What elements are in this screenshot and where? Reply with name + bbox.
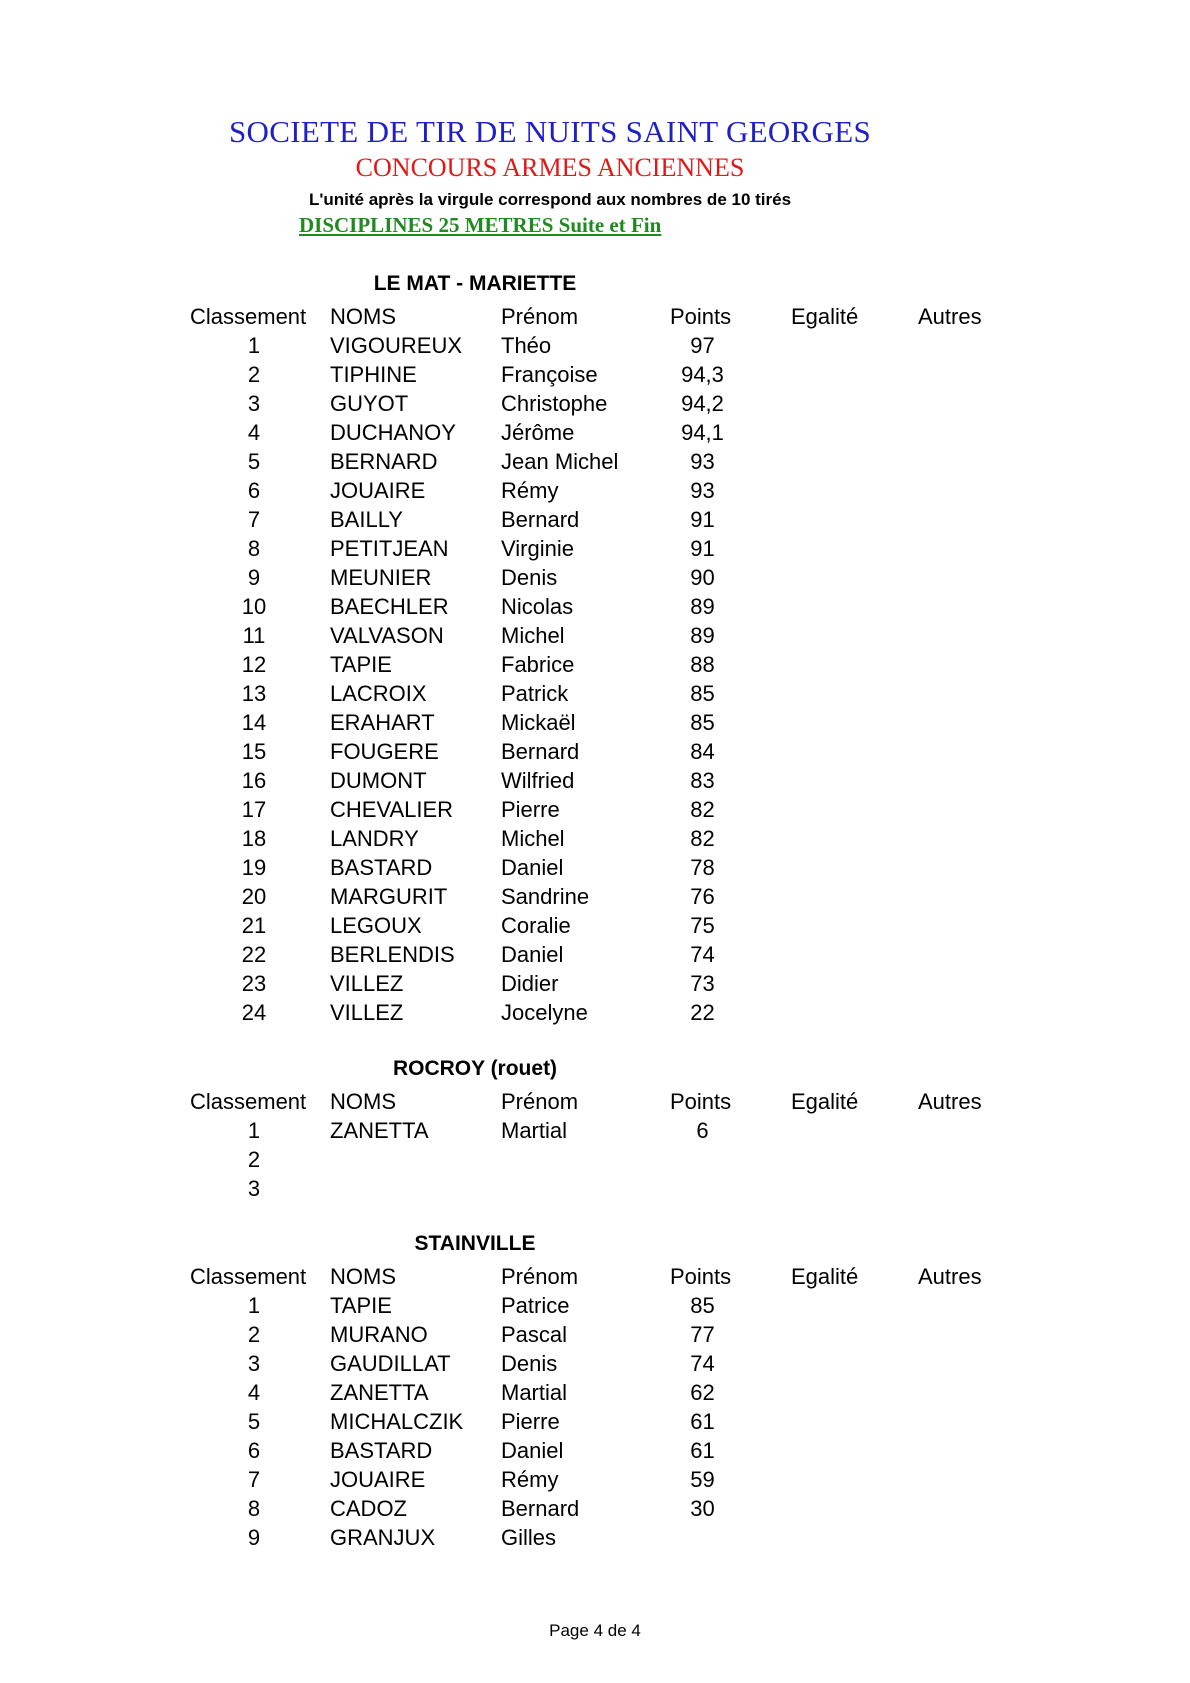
rank-cell: 7 [247,507,261,532]
name-cell: MURANO [330,1322,428,1347]
firstname-cell: Pascal [501,1322,568,1347]
points-cell: 94,3 [681,362,724,387]
name-cell: GRANJUX [330,1525,436,1550]
points-cell: 82 [690,826,715,851]
points-cell: 6 [696,1118,709,1143]
rank-cell: 6 [247,1438,261,1463]
rank-cell: 13 [241,681,267,706]
rank-cell: 15 [241,739,267,764]
name-cell: LANDRY [330,826,419,851]
rank-cell: 8 [247,536,261,561]
header-noms: NOMS [330,1264,396,1289]
points-cell: 93 [690,478,715,503]
rank-cell: 3 [247,391,261,416]
points-cell: 78 [690,855,715,880]
header-classement: Classement [190,1264,307,1289]
header-noms: NOMS [330,1089,396,1114]
document-subtitle: CONCOURS ARMES ANCIENNES [355,153,745,182]
header-noms: NOMS [330,304,396,329]
points-cell: 74 [690,1351,715,1376]
header-prenom: Prénom [501,1089,579,1114]
firstname-cell: Denis [501,565,558,590]
header-points: Points [670,1089,732,1114]
points-cell: 74 [690,942,715,967]
firstname-cell: Jérôme [501,420,575,445]
name-cell: DUMONT [330,768,427,793]
points-cell: 84 [690,739,715,764]
firstname-cell: Patrick [501,681,569,706]
name-cell: JOUAIRE [330,1467,426,1492]
points-cell: 77 [690,1322,715,1347]
firstname-cell: Daniel [501,942,564,967]
firstname-cell: Didier [501,971,559,996]
name-cell: BERLENDIS [330,942,455,967]
points-cell: 73 [690,971,715,996]
name-cell: DUCHANOY [330,420,456,445]
name-cell: LACROIX [330,681,427,706]
rank-cell: 10 [241,594,267,619]
firstname-cell: Pierre [501,797,560,822]
rank-cell: 3 [247,1351,261,1376]
points-cell: 91 [690,536,715,561]
name-cell: GAUDILLAT [330,1351,451,1376]
points-cell: 22 [690,1000,715,1025]
rank-cell: 3 [247,1176,261,1201]
name-cell: BASTARD [330,855,433,880]
points-cell: 94,2 [681,391,724,416]
points-cell: 62 [690,1380,715,1405]
rank-cell: 1 [247,1293,261,1318]
name-cell: FOUGERE [330,739,439,764]
name-cell: VILLEZ [330,971,404,996]
rank-cell: 1 [247,333,261,358]
points-cell: 85 [690,681,715,706]
header-classement: Classement [190,1089,307,1114]
rank-cell: 8 [247,1496,261,1521]
name-cell: VILLEZ [330,1000,404,1025]
name-cell: GUYOT [330,391,409,416]
rank-cell: 18 [241,826,267,851]
name-cell: TIPHINE [330,362,417,387]
firstname-cell: Françoise [501,362,598,387]
discipline-heading: DISCIPLINES 25 METRES Suite et Fin [299,213,662,237]
rank-cell: 23 [241,971,267,996]
name-cell: VALVASON [330,623,444,648]
points-cell: 76 [690,884,715,909]
name-cell: CADOZ [330,1496,407,1521]
name-cell: ZANETTA [330,1118,429,1143]
header-autres: Autres [918,1264,982,1289]
rank-cell: 22 [241,942,267,967]
rank-cell: 11 [242,623,266,648]
page-number: Page 4 de 4 [549,1621,641,1640]
firstname-cell: Patrice [501,1293,570,1318]
firstname-cell: Denis [501,1351,558,1376]
rank-cell: 14 [241,710,267,735]
rank-cell: 17 [241,797,267,822]
firstname-cell: Jocelyne [501,1000,588,1025]
firstname-cell: Pierre [501,1409,560,1434]
rank-cell: 9 [247,565,261,590]
name-cell: BASTARD [330,1438,433,1463]
points-cell: 89 [690,623,715,648]
rank-cell: 19 [241,855,267,880]
rank-cell: 20 [241,884,267,909]
firstname-cell: Christophe [501,391,608,416]
firstname-cell: Bernard [501,507,580,532]
points-cell: 59 [690,1467,715,1492]
firstname-cell: Rémy [501,1467,559,1492]
points-cell: 30 [690,1496,715,1521]
name-cell: CHEVALIER [330,797,454,822]
name-cell: VIGOUREUX [330,333,463,358]
points-cell: 90 [690,565,715,590]
name-cell: PETITJEAN [330,536,449,561]
firstname-cell: Gilles [501,1525,557,1550]
firstname-cell: Rémy [501,478,559,503]
points-cell: 91 [690,507,715,532]
header-egalite: Egalité [791,1264,859,1289]
section-title: ROCROY (rouet) [392,1057,558,1080]
rank-cell: 9 [247,1525,261,1550]
points-cell: 61 [690,1409,715,1434]
name-cell: BAILLY [330,507,403,532]
scoring-note: L'unité après la virgule correspond aux nombres de 10 tirés [308,190,792,209]
points-cell: 61 [690,1438,715,1463]
section-title: LE MAT - MARIETTE [373,272,577,295]
name-cell: JOUAIRE [330,478,426,503]
header-points: Points [670,1264,732,1289]
name-cell: BERNARD [330,449,438,474]
rank-cell: 2 [247,1147,261,1172]
rank-cell: 21 [241,913,267,938]
points-cell: 85 [690,1293,715,1318]
points-cell: 83 [690,768,715,793]
name-cell: TAPIE [330,1293,392,1318]
firstname-cell: Fabrice [501,652,575,677]
rank-cell: 5 [247,449,261,474]
rank-cell: 2 [247,362,261,387]
points-cell: 97 [690,333,715,358]
header-prenom: Prénom [501,1264,579,1289]
name-cell: MEUNIER [330,565,432,590]
firstname-cell: Bernard [501,1496,580,1521]
section-title: STAINVILLE [414,1232,536,1255]
name-cell: BAECHLER [330,594,449,619]
rank-cell: 7 [247,1467,261,1492]
header-classement: Classement [190,304,307,329]
rank-cell: 24 [241,1000,267,1025]
rank-cell: 16 [241,768,267,793]
points-cell: 85 [690,710,715,735]
firstname-cell: Sandrine [501,884,590,909]
points-cell: 82 [690,797,715,822]
points-cell: 94,1 [681,420,724,445]
firstname-cell: Wilfried [501,768,575,793]
header-points: Points [670,304,732,329]
points-cell: 89 [690,594,715,619]
firstname-cell: Théo [501,333,552,358]
header-egalite: Egalité [791,304,859,329]
firstname-cell: Coralie [501,913,571,938]
name-cell: MICHALCZIK [330,1409,464,1434]
firstname-cell: Martial [501,1118,568,1143]
firstname-cell: Virginie [501,536,574,561]
firstname-cell: Michel [501,826,565,851]
rank-cell: 4 [247,420,261,445]
firstname-cell: Jean Michel [501,449,619,474]
rank-cell: 12 [241,652,267,677]
rank-cell: 2 [247,1322,261,1347]
firstname-cell: Nicolas [501,594,574,619]
points-cell: 88 [690,652,715,677]
name-cell: ERAHART [330,710,435,735]
rank-cell: 6 [247,478,261,503]
name-cell: TAPIE [330,652,392,677]
firstname-cell: Daniel [501,1438,564,1463]
firstname-cell: Michel [501,623,565,648]
header-autres: Autres [918,1089,982,1114]
name-cell: LEGOUX [330,913,422,938]
header-autres: Autres [918,304,982,329]
points-cell: 75 [690,913,715,938]
rank-cell: 1 [247,1118,261,1143]
rank-cell: 5 [247,1409,261,1434]
firstname-cell: Martial [501,1380,568,1405]
name-cell: MARGURIT [330,884,448,909]
firstname-cell: Bernard [501,739,580,764]
firstname-cell: Mickaël [501,710,576,735]
name-cell: ZANETTA [330,1380,429,1405]
rank-cell: 4 [247,1380,261,1405]
firstname-cell: Daniel [501,855,564,880]
points-cell: 93 [690,449,715,474]
header-egalite: Egalité [791,1089,859,1114]
document-title: SOCIETE DE TIR DE NUITS SAINT GEORGES [229,114,871,149]
header-prenom: Prénom [501,304,579,329]
